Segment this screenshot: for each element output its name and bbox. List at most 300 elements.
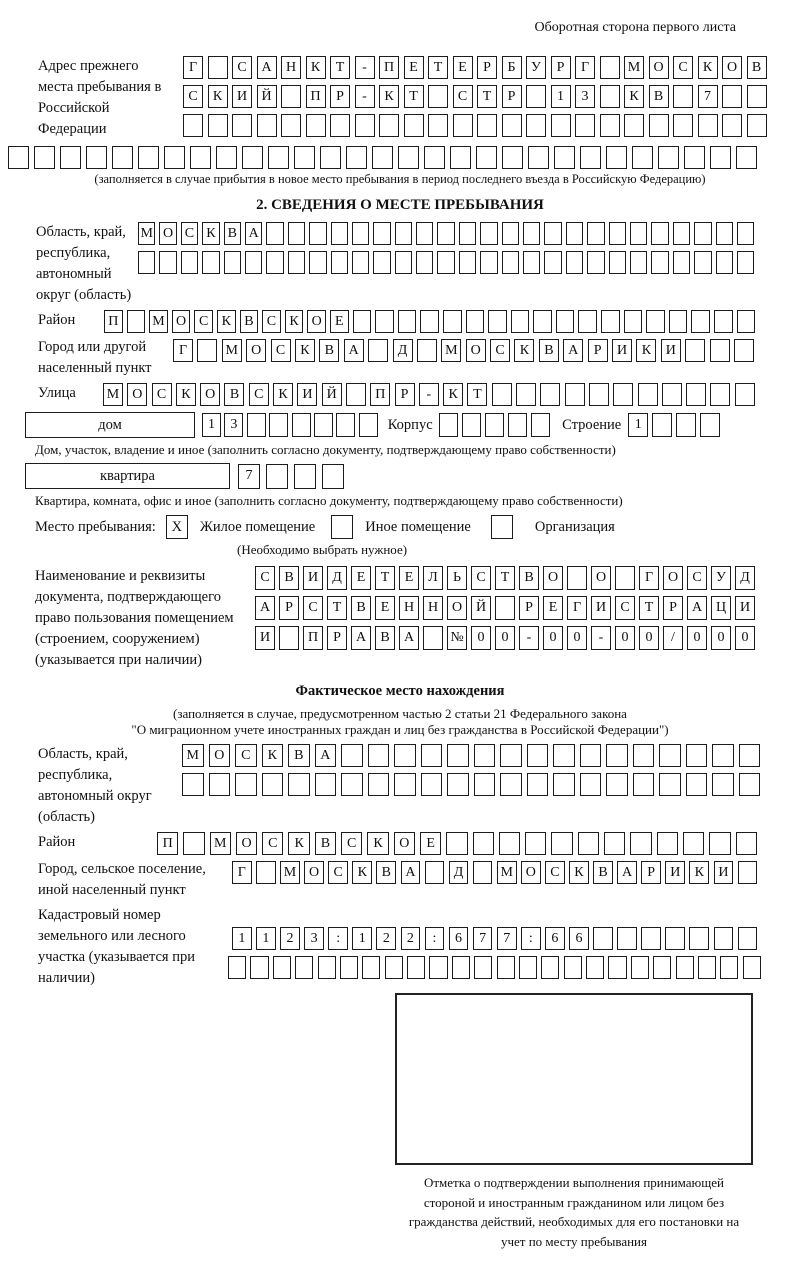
char-box-empty bbox=[309, 251, 326, 274]
char-box: Р bbox=[551, 56, 571, 79]
char-box-empty bbox=[526, 85, 546, 108]
char-box-empty bbox=[247, 413, 266, 437]
stamp-caption: Отметка о подтверждении выполнения принимающей стороной и иностранным гражданином или лицом без гражданства действий, необходимых для его постановки на учет по месту пребывания bbox=[408, 1175, 740, 1249]
char-row-prev-3 bbox=[183, 114, 767, 137]
char-box: О bbox=[304, 861, 324, 884]
char-box: 7 bbox=[497, 927, 517, 950]
char-box-empty bbox=[712, 744, 734, 767]
char-box: С bbox=[181, 222, 198, 245]
char-box: Е bbox=[351, 566, 371, 590]
char-row-actual-city bbox=[232, 861, 757, 884]
char-box: А bbox=[245, 222, 262, 245]
char-box: К bbox=[624, 85, 644, 108]
char-box-empty bbox=[488, 310, 507, 333]
char-box-empty bbox=[589, 383, 609, 406]
char-box-empty bbox=[747, 85, 767, 108]
char-box: О bbox=[127, 383, 147, 406]
char-row-stroenie bbox=[628, 413, 720, 437]
char-box: С bbox=[471, 566, 491, 590]
char-box: - bbox=[355, 85, 375, 108]
char-box-empty bbox=[450, 146, 471, 169]
char-box-empty bbox=[580, 744, 602, 767]
char-box-empty bbox=[443, 310, 462, 333]
char-box-empty bbox=[624, 114, 644, 137]
char-box: Т bbox=[495, 566, 515, 590]
char-box: К bbox=[285, 310, 304, 333]
char-box: Г bbox=[575, 56, 595, 79]
char-box-empty bbox=[466, 310, 485, 333]
field-region bbox=[0, 222, 800, 306]
char-box-empty bbox=[609, 222, 626, 245]
char-box: - bbox=[591, 626, 611, 650]
char-box-empty bbox=[353, 310, 372, 333]
char-box: С bbox=[303, 596, 323, 620]
char-box-empty bbox=[477, 114, 497, 137]
char-box-empty bbox=[474, 744, 496, 767]
char-box-empty bbox=[368, 773, 390, 796]
char-box-empty bbox=[256, 861, 276, 884]
char-box: М bbox=[441, 339, 461, 362]
checkbox-other-premises bbox=[331, 515, 353, 539]
char-box: И bbox=[665, 861, 685, 884]
char-box: К bbox=[367, 832, 388, 855]
char-box-empty bbox=[544, 222, 561, 245]
actual-region-label: Область, край, республика, автономный округ (область) bbox=[38, 746, 152, 826]
char-box: О bbox=[394, 832, 415, 855]
char-box: Т bbox=[404, 85, 424, 108]
char-box: 2 bbox=[401, 927, 421, 950]
char-row-prev-2 bbox=[183, 85, 767, 108]
char-box-empty bbox=[502, 222, 519, 245]
char-box-empty bbox=[181, 251, 198, 274]
page-side-note: Оборотная сторона первого листа bbox=[534, 20, 736, 35]
char-box: Й bbox=[322, 383, 342, 406]
char-row-apartment bbox=[238, 464, 344, 489]
char-box-empty bbox=[553, 744, 575, 767]
char-box: С bbox=[235, 744, 257, 767]
char-box: П bbox=[157, 832, 178, 855]
prev-address-rows bbox=[183, 56, 767, 137]
option-residential-label: Жилое помещение bbox=[199, 518, 316, 535]
char-box-empty bbox=[395, 222, 412, 245]
char-box-empty bbox=[689, 927, 709, 950]
char-box: 0 bbox=[567, 626, 587, 650]
char-box: 3 bbox=[304, 927, 324, 950]
char-box-empty bbox=[208, 114, 228, 137]
char-box-empty bbox=[606, 744, 628, 767]
char-box-empty bbox=[566, 222, 583, 245]
char-box-empty bbox=[551, 832, 572, 855]
apartment-note: Квартира, комната, офис и иное (заполнить согласно документу, подтверждающему право собственности) bbox=[35, 493, 623, 509]
char-box: К bbox=[217, 310, 236, 333]
char-box-empty bbox=[375, 310, 394, 333]
char-box: В bbox=[240, 310, 259, 333]
char-box: А bbox=[315, 744, 337, 767]
char-box-empty bbox=[567, 566, 587, 590]
char-box-empty bbox=[480, 251, 497, 274]
char-box-empty bbox=[578, 310, 597, 333]
char-box-empty bbox=[362, 956, 380, 979]
char-box: Г bbox=[232, 861, 252, 884]
char-row-actual-district bbox=[157, 832, 757, 855]
korpus-label: Корпус bbox=[387, 416, 433, 433]
char-box-empty bbox=[511, 310, 530, 333]
option-organization-label: Организация bbox=[534, 518, 615, 535]
field-street bbox=[0, 383, 800, 406]
char-box-empty bbox=[600, 114, 620, 137]
char-box: О bbox=[307, 310, 326, 333]
char-box-empty bbox=[565, 383, 585, 406]
char-box: 1 bbox=[202, 413, 221, 437]
char-box: 7 bbox=[473, 927, 493, 950]
char-box-empty bbox=[531, 413, 551, 437]
char-box-empty bbox=[439, 413, 459, 437]
char-box-empty bbox=[346, 146, 367, 169]
char-box: С bbox=[262, 832, 283, 855]
char-box: 0 bbox=[687, 626, 707, 650]
char-box: : bbox=[328, 927, 348, 950]
char-box: В bbox=[315, 832, 336, 855]
char-box: - bbox=[519, 626, 539, 650]
char-box-empty bbox=[288, 773, 310, 796]
char-box: В bbox=[376, 861, 396, 884]
char-row-cadastre-2 bbox=[228, 956, 761, 979]
char-box-empty bbox=[202, 251, 219, 274]
char-box-empty bbox=[269, 413, 288, 437]
char-box: 0 bbox=[543, 626, 563, 650]
char-box: В bbox=[279, 566, 299, 590]
char-box: 0 bbox=[615, 626, 635, 650]
char-box-empty bbox=[658, 146, 679, 169]
char-box-empty bbox=[424, 146, 445, 169]
actual-city-label: Город, сельское поселение, иной населенный пункт bbox=[38, 861, 206, 899]
char-box-empty bbox=[398, 310, 417, 333]
char-box-empty bbox=[216, 146, 237, 169]
char-box-empty bbox=[250, 956, 268, 979]
char-box-empty bbox=[459, 251, 476, 274]
char-box: Р bbox=[395, 383, 415, 406]
char-box-empty bbox=[691, 310, 710, 333]
char-box-empty bbox=[453, 114, 473, 137]
char-box-empty bbox=[502, 251, 519, 274]
city-label: Город или другой населенный пункт bbox=[38, 339, 152, 377]
char-box-empty bbox=[630, 222, 647, 245]
char-box-empty bbox=[112, 146, 133, 169]
char-box-empty bbox=[245, 251, 262, 274]
char-box: 0 bbox=[711, 626, 731, 650]
char-box-empty bbox=[60, 146, 81, 169]
char-box-empty bbox=[720, 956, 738, 979]
char-box: И bbox=[735, 596, 755, 620]
char-box-empty bbox=[209, 773, 231, 796]
char-box-empty bbox=[638, 383, 658, 406]
char-box: К bbox=[514, 339, 534, 362]
char-box-empty bbox=[266, 464, 288, 489]
char-box: М bbox=[149, 310, 168, 333]
char-box-empty bbox=[395, 251, 412, 274]
char-box-empty bbox=[632, 146, 653, 169]
char-box-empty bbox=[710, 339, 730, 362]
char-box: А bbox=[255, 596, 275, 620]
char-box-empty bbox=[372, 146, 393, 169]
char-box: О bbox=[447, 596, 467, 620]
char-box-empty bbox=[197, 339, 217, 362]
char-box-empty bbox=[633, 744, 655, 767]
char-box-empty bbox=[421, 744, 443, 767]
char-box: В bbox=[649, 85, 669, 108]
char-box-empty bbox=[669, 310, 688, 333]
char-row-document-1 bbox=[255, 566, 755, 590]
stroenie-label: Строение bbox=[562, 416, 622, 433]
char-box: М bbox=[624, 56, 644, 79]
char-box-empty bbox=[673, 114, 693, 137]
char-box-empty bbox=[8, 146, 29, 169]
document-label: Наименование и реквизиты документа, подтверждающего право пользования помещением (строением, сооружением) (указывается при наличии) bbox=[35, 568, 234, 669]
char-box: Й bbox=[257, 85, 277, 108]
char-box: Р bbox=[519, 596, 539, 620]
char-box-empty bbox=[722, 114, 742, 137]
char-box-empty bbox=[651, 251, 668, 274]
char-box: : bbox=[521, 927, 541, 950]
char-box-empty bbox=[710, 383, 730, 406]
char-box: В bbox=[224, 383, 244, 406]
char-box: И bbox=[661, 339, 681, 362]
char-box-empty bbox=[564, 956, 582, 979]
char-box-empty bbox=[190, 146, 211, 169]
char-box: 3 bbox=[224, 413, 243, 437]
char-box-empty bbox=[587, 251, 604, 274]
char-box-empty bbox=[613, 383, 633, 406]
char-box-empty bbox=[736, 832, 757, 855]
char-box-empty bbox=[606, 773, 628, 796]
char-box: М bbox=[103, 383, 123, 406]
char-box: И bbox=[714, 861, 734, 884]
apartment-type-box: квартира bbox=[25, 463, 230, 489]
char-box: Д bbox=[327, 566, 347, 590]
char-box-empty bbox=[554, 146, 575, 169]
char-row-document-3 bbox=[255, 626, 755, 650]
char-box-empty bbox=[722, 85, 742, 108]
char-box-empty bbox=[428, 114, 448, 137]
char-box-empty bbox=[615, 566, 635, 590]
checkbox-residential: X bbox=[166, 515, 188, 539]
char-box: С bbox=[615, 596, 635, 620]
char-box-empty bbox=[653, 956, 671, 979]
char-box: Е bbox=[399, 566, 419, 590]
char-box-empty bbox=[352, 251, 369, 274]
char-box-empty bbox=[604, 832, 625, 855]
char-box-empty bbox=[641, 927, 661, 950]
char-box-empty bbox=[294, 146, 315, 169]
char-box: 0 bbox=[735, 626, 755, 650]
char-box: К bbox=[306, 56, 326, 79]
char-box: С bbox=[255, 566, 275, 590]
char-box: А bbox=[401, 861, 421, 884]
char-box: В bbox=[747, 56, 767, 79]
char-box-empty bbox=[404, 114, 424, 137]
char-box-empty bbox=[331, 222, 348, 245]
field-actual-region bbox=[0, 744, 800, 828]
char-box: О bbox=[543, 566, 563, 590]
char-box: Н bbox=[399, 596, 419, 620]
char-box-empty bbox=[540, 383, 560, 406]
char-box-empty bbox=[500, 773, 522, 796]
char-box-empty bbox=[633, 773, 655, 796]
char-box-empty bbox=[34, 146, 55, 169]
char-box: Е bbox=[453, 56, 473, 79]
place-type-label: Место пребывания: bbox=[35, 518, 156, 535]
char-box: И bbox=[612, 339, 632, 362]
char-row-district bbox=[104, 310, 755, 333]
char-box: В bbox=[375, 626, 395, 650]
actual-location-note1: (заполняется в случае, предусмотренном частью 2 статьи 21 Федерального закона bbox=[173, 706, 627, 722]
char-box: К bbox=[288, 832, 309, 855]
char-box: Г bbox=[639, 566, 659, 590]
char-box-empty bbox=[541, 956, 559, 979]
char-box-empty bbox=[429, 956, 447, 979]
char-box: Е bbox=[543, 596, 563, 620]
char-box-empty bbox=[686, 773, 708, 796]
char-box-empty bbox=[600, 56, 620, 79]
char-box-empty bbox=[86, 146, 107, 169]
char-box-empty bbox=[662, 383, 682, 406]
field-city bbox=[0, 337, 800, 379]
char-box-empty bbox=[473, 861, 493, 884]
char-box-empty bbox=[398, 146, 419, 169]
char-box-empty bbox=[330, 114, 350, 137]
char-box-empty bbox=[232, 114, 252, 137]
char-box-empty bbox=[736, 146, 757, 169]
actual-location-title: Фактическое место нахождения bbox=[295, 683, 505, 700]
char-box-empty bbox=[257, 114, 277, 137]
char-box-empty bbox=[578, 832, 599, 855]
char-box-empty bbox=[686, 383, 706, 406]
char-box-empty bbox=[651, 222, 668, 245]
char-box: Р bbox=[327, 626, 347, 650]
char-box: У bbox=[711, 566, 731, 590]
char-box: Д bbox=[735, 566, 755, 590]
char-box-empty bbox=[527, 744, 549, 767]
char-box: Р bbox=[588, 339, 608, 362]
field-district bbox=[0, 310, 800, 333]
district-label: Район bbox=[38, 312, 76, 329]
char-box: Р bbox=[477, 56, 497, 79]
char-box: П bbox=[379, 56, 399, 79]
char-box-empty bbox=[266, 222, 283, 245]
char-box-empty bbox=[601, 310, 620, 333]
char-box-empty bbox=[346, 383, 366, 406]
char-box-empty bbox=[373, 251, 390, 274]
field-actual-city bbox=[0, 859, 800, 901]
char-box: 7 bbox=[698, 85, 718, 108]
char-box-empty bbox=[551, 114, 571, 137]
char-box: М bbox=[210, 832, 231, 855]
char-box-empty bbox=[315, 773, 337, 796]
char-row-document-2 bbox=[255, 596, 755, 620]
char-box-empty bbox=[587, 222, 604, 245]
char-box-empty bbox=[379, 114, 399, 137]
char-box: В bbox=[351, 596, 371, 620]
char-box: Л bbox=[423, 566, 443, 590]
char-box: С bbox=[687, 566, 707, 590]
char-box: М bbox=[280, 861, 300, 884]
char-box-empty bbox=[320, 146, 341, 169]
char-box: Т bbox=[477, 85, 497, 108]
char-box-empty bbox=[208, 56, 228, 79]
char-box-empty bbox=[355, 114, 375, 137]
char-box: И bbox=[297, 383, 317, 406]
char-box-empty bbox=[368, 744, 390, 767]
char-box: Р bbox=[330, 85, 350, 108]
char-box: И bbox=[255, 626, 275, 650]
char-box-empty bbox=[580, 146, 601, 169]
char-box-empty bbox=[739, 744, 761, 767]
char-box: К bbox=[569, 861, 589, 884]
char-box-empty bbox=[394, 773, 416, 796]
char-box: С bbox=[262, 310, 281, 333]
char-box: 6 bbox=[545, 927, 565, 950]
char-box: И bbox=[232, 85, 252, 108]
char-box-empty bbox=[523, 222, 540, 245]
char-box-empty bbox=[657, 832, 678, 855]
char-box: К bbox=[379, 85, 399, 108]
char-box: С bbox=[152, 383, 172, 406]
char-box: Т bbox=[467, 383, 487, 406]
char-box: М bbox=[138, 222, 155, 245]
char-box-empty bbox=[526, 114, 546, 137]
char-box-empty bbox=[617, 927, 637, 950]
char-box-empty bbox=[698, 114, 718, 137]
char-box-empty bbox=[676, 956, 694, 979]
char-box-empty bbox=[523, 251, 540, 274]
char-box: К bbox=[176, 383, 196, 406]
char-box: Д bbox=[449, 861, 469, 884]
char-box: П bbox=[104, 310, 123, 333]
char-box-empty bbox=[182, 773, 204, 796]
field-document bbox=[0, 566, 800, 671]
char-box: М bbox=[222, 339, 242, 362]
char-box: В bbox=[519, 566, 539, 590]
char-box: К bbox=[352, 861, 372, 884]
char-box: К bbox=[295, 339, 315, 362]
option-other-premises-label: Иное помещение bbox=[365, 518, 471, 535]
char-box-empty bbox=[359, 413, 378, 437]
char-box-empty bbox=[279, 626, 299, 650]
char-box: В bbox=[539, 339, 559, 362]
char-box-empty bbox=[309, 222, 326, 245]
char-box: О bbox=[663, 566, 683, 590]
char-box-empty bbox=[373, 222, 390, 245]
char-box: О bbox=[521, 861, 541, 884]
char-box-empty bbox=[631, 956, 649, 979]
char-box-empty bbox=[519, 956, 537, 979]
char-box: Г bbox=[183, 56, 203, 79]
char-box-empty bbox=[407, 956, 425, 979]
char-box-empty bbox=[385, 956, 403, 979]
char-box-empty bbox=[528, 146, 549, 169]
char-box-empty bbox=[242, 146, 263, 169]
char-row-korpus bbox=[439, 413, 551, 437]
char-box-empty bbox=[676, 413, 696, 437]
char-box-empty bbox=[665, 927, 685, 950]
char-box: 2 bbox=[280, 927, 300, 950]
char-box: М bbox=[497, 861, 517, 884]
char-box-empty bbox=[292, 413, 311, 437]
char-box: Ь bbox=[447, 566, 467, 590]
char-box-empty bbox=[600, 85, 620, 108]
stamp-box bbox=[395, 993, 753, 1165]
char-box-empty bbox=[709, 832, 730, 855]
